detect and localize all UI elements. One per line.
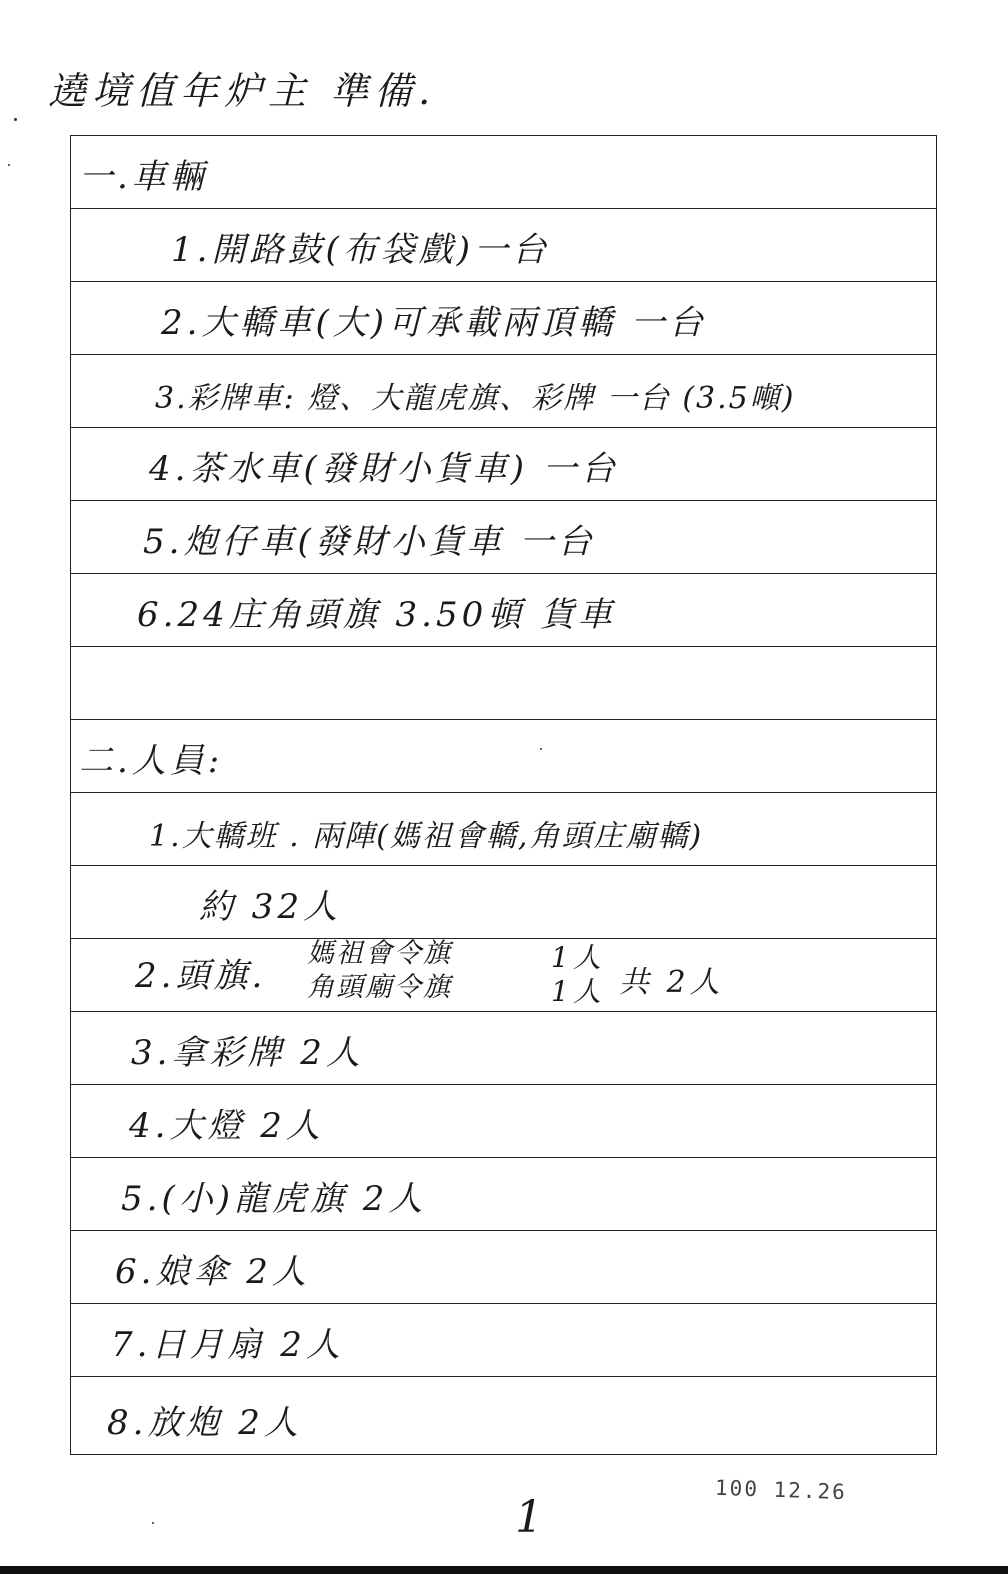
table-row <box>71 282 936 355</box>
section-1-heading: 一.車輛 <box>79 157 208 197</box>
table-row <box>71 866 936 939</box>
flag-count-list <box>551 941 605 1009</box>
table-row <box>71 939 936 1012</box>
table-row <box>71 428 936 501</box>
flag-count: 1人 <box>551 975 605 1008</box>
table-row <box>71 1377 936 1454</box>
table-row <box>71 209 936 282</box>
flag-type: 角頭廟令旗 <box>307 972 452 1003</box>
table-row <box>71 501 936 574</box>
staff-item-4: 4.大燈 2人 <box>129 1106 324 1146</box>
staff-item-1-continued: 約 32人 <box>199 887 342 927</box>
vehicle-item-5: 5.炮仔車(發財小貨車 一台 <box>143 522 596 562</box>
staff-item-3: 3.拿彩牌 2人 <box>131 1033 364 1073</box>
staff-item-5: 5.(小)龍虎旗 2人 <box>121 1179 427 1219</box>
table-row <box>71 1304 936 1377</box>
table-row <box>71 647 936 720</box>
flag-count: 1人 <box>551 941 605 974</box>
staff-item-1: 1.大轎班 . 兩陣(媽祖會轎,角頭庄廟轎) <box>149 819 704 854</box>
table-row <box>71 1231 936 1304</box>
vehicle-item-3: 3.彩牌車: 燈、大龍虎旗、彩牌 一台 (3.5噸) <box>155 381 796 416</box>
table-row <box>71 1085 936 1158</box>
flag-type: 媽祖會令旗 <box>307 938 452 969</box>
section-2-heading: 二.人員: <box>79 741 224 781</box>
table-row <box>71 136 936 209</box>
scan-speck <box>8 164 10 166</box>
flag-type-list <box>307 937 452 1005</box>
flag-total: 共 2人 <box>619 965 724 1000</box>
table-row <box>71 574 936 647</box>
ruled-table <box>70 135 937 1455</box>
table-row <box>71 720 936 793</box>
vehicle-item-6: 6.24庄角頭旗 3.50頓 貨車 <box>137 595 617 635</box>
vehicle-item-2: 2.大轎車(大)可承載兩頂轎 一台 <box>161 303 707 343</box>
table-row <box>71 355 936 428</box>
table-row <box>71 1158 936 1231</box>
table-row <box>71 1012 936 1085</box>
document-title: 遶境值年炉主 準備. <box>48 69 437 113</box>
vehicle-item-4: 4.茶水車(發財小貨車) 一台 <box>149 449 619 489</box>
staff-item-7: 7.日月扇 2人 <box>111 1325 344 1365</box>
table-row <box>71 793 936 866</box>
scan-speck <box>540 748 542 750</box>
page-number: 1 <box>515 1492 543 1543</box>
staff-item-8: 8.放炮 2人 <box>107 1403 302 1443</box>
date-stamp: 100 12.26 <box>714 1475 848 1505</box>
staff-item-2-label: 2.頭旗. <box>135 956 267 996</box>
scan-speck <box>14 118 17 121</box>
scan-edge-bar <box>0 1566 1008 1574</box>
scan-speck <box>152 1522 154 1524</box>
staff-item-6: 6.娘傘 2人 <box>115 1252 310 1292</box>
vehicle-item-1: 1.開路鼓(布袋戲)一台 <box>171 230 550 270</box>
